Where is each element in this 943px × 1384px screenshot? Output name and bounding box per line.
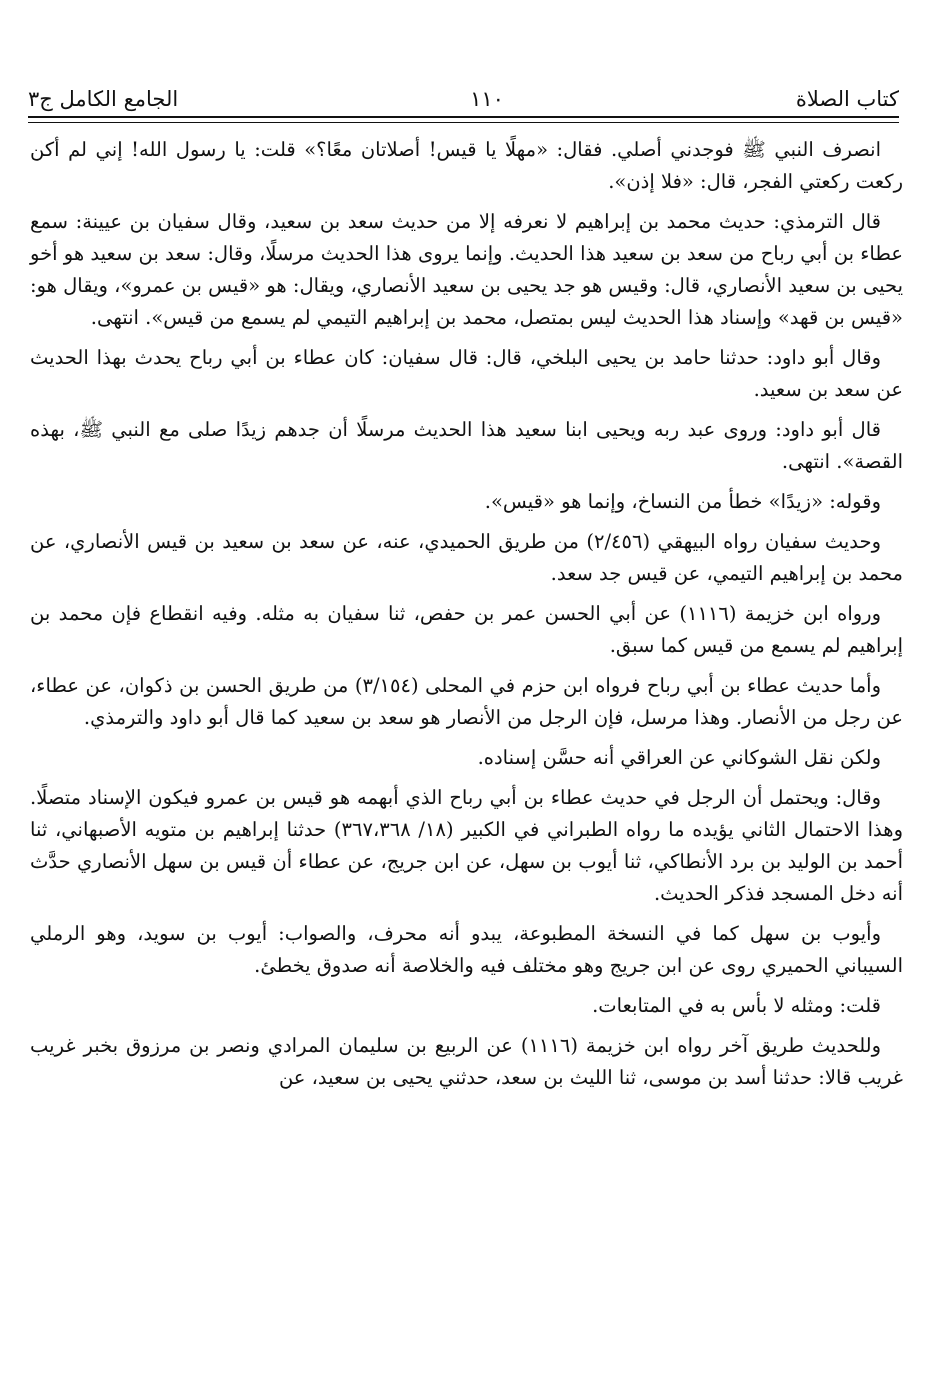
book-title: الجامع الكامل ج٣ <box>28 87 179 111</box>
paragraph: وقال أبو داود: حدثنا حامد بن يحيى البلخي، قال: قال سفيان: كان عطاء بن أبي رباح يحدث بهذا الحديث عن سعد بن سعيد. <box>30 346 903 401</box>
paragraph: قال أبو داود: وروى عبد ربه ويحيى ابنا سعيد هذا الحديث مرسلًا أن جدهم زيدًا صلى مع النبي ﷺ، بهذه القصة». انتهى. <box>30 418 903 473</box>
paragraph: وللحديث طريق آخر رواه ابن خزيمة (١١١٦) عن الربيع بن سليمان المرادي ونصر بن مرزوق بخبر غريب غريب قالا: حدثنا أسد بن موسى، ثنا الليث بن سعد، حدثني يحيى بن سعيد، عن <box>30 1034 903 1089</box>
paragraph: وقوله: «زيدًا» خطأ من النساخ، وإنما هو «قيس». <box>484 490 881 513</box>
paragraph: وقال: ويحتمل أن الرجل في حديث عطاء بن أبي رباح الذي أبهمه هو قيس بن عمرو فيكون الإسناد متصلًا. وهذا الاحتمال الثاني يؤيده ما رواه الطبراني في الكبير (١٨/ ٣٦٧،٣٦٨) حدثنا إبراهيم بن متويه الأصبهاني، ثنا أحمد بن الوليد بن برد الأنطاكي، ثنا أيوب بن سهل، عن ابن جريج، عن عطاء أن قيس بن سهل الأنصاري حدَّث أنه دخل المسجد فذكر الحديث. <box>30 786 903 905</box>
paragraph: انصرف النبي ﷺ فوجدني أصلي. فقال: «مهلًا يا قيس! أصلاتان معًا؟» قلت: يا رسول الله! إني لم أكن ركعت ركعتي الفجر، قال: «فلا إذن». <box>30 138 903 193</box>
paragraph: وحديث سفيان رواه البيهقي (٢/٤٥٦) من طريق الحميدي، عنه، عن سعد بن سعيد بن قيس الأنصاري، عن محمد بن إبراهيم التيمي، عن قيس جد سعد. <box>30 530 903 585</box>
page-number: ١١٠ <box>470 87 504 111</box>
section-title: كتاب الصلاة <box>795 87 899 111</box>
paragraph: قلت: ومثله لا بأس به في المتابعات. <box>592 994 881 1017</box>
paragraph: ورواه ابن خزيمة (١١١٦) عن أبي الحسن عمر بن حفص، ثنا سفيان به مثله. وفيه انقطاع فإن محمد بن إبراهيم لم يسمع من قيس كما سبق. <box>30 602 903 657</box>
body-text <box>30 134 903 1102</box>
paragraph: وأيوب بن سهل كما في النسخة المطبوعة، يبدو أنه محرف، والصواب: أيوب بن سويد، وهو الرملي السيباني الحميري روى عن ابن جريج وهو مختلف فيه والخلاصة أنه صدوق يخطئ. <box>30 922 903 977</box>
header-rule-thin <box>28 122 899 123</box>
paragraph: قال الترمذي: حديث محمد بن إبراهيم لا نعرفه إلا من حديث سعد بن سعيد، وقال سفيان بن عيينة: سمع عطاء بن أبي رباح من سعد بن سعيد هذا الحديث. وإنما يروى هذا الحديث مرسلًا، وقال: سعد بن سعيد هو أخو يحيى بن سعيد الأنصاري، قال: وقيس هو جد يحيى بن سعيد الأنصاري، ويقال: هو «قيس بن عمرو»، ويقال هو: «قيس بن قهد» وإسناد هذا الحديث ليس بمتصل، محمد بن إبراهيم التيمي لم يسمع من قيس». انتهى. <box>30 210 903 329</box>
paragraph: وأما حديث عطاء بن أبي رباح فرواه ابن حزم في المحلى (٣/١٥٤) من طريق الحسن بن ذكوان، عن عطاء، عن رجل من الأنصار. وهذا مرسل، فإن الرجل من الأنصار هو سعد بن سعيد كما قال أبو داود والترمذي. <box>30 674 903 729</box>
paragraph: ولكن نقل الشوكاني عن العراقي أنه حسَّن إسناده. <box>477 746 881 769</box>
page-header <box>28 70 899 110</box>
header-rule-thick <box>28 116 899 118</box>
